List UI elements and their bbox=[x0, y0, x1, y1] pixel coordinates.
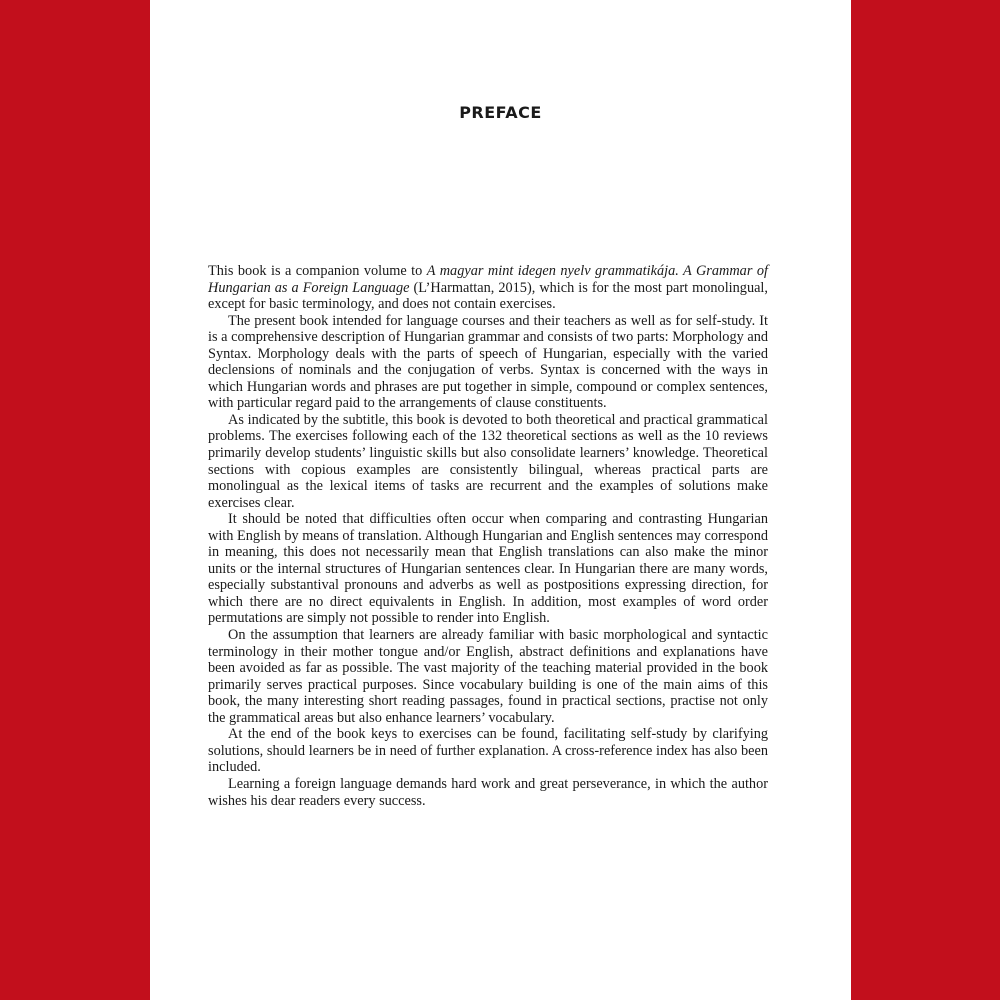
paragraph-text: As indicated by the subtitle, this book is devoted to both theoretical and practical grammatical problems. The exercises following each of the 132 theoretical sections as well as the 10 reviews primarily develop students’ linguistic skills but also consolidate learners’ knowledge. Theoretical sections with copious examples are consistently bilingual, whereas practical parts are monolingual as the lexical items of tasks are recurrent and the examples of solutions make exercises clear. bbox=[208, 411, 768, 511]
page-title: PREFACE bbox=[459, 103, 542, 122]
italic-title-text: A magyar mint idegen nyelv grammatikája. A Grammar of Hungarian as a Foreign Language bbox=[208, 263, 768, 296]
left-red-border bbox=[0, 0, 150, 1000]
preface-paragraph bbox=[208, 511, 768, 627]
paragraph-text: Learning a foreign language demands hard work and great perseverance, in which the author wishes his dear readers every success. bbox=[208, 775, 768, 809]
book-page bbox=[150, 0, 851, 1000]
preface-body bbox=[208, 263, 768, 809]
preface-paragraph bbox=[208, 627, 768, 726]
paragraph-text: At the end of the book keys to exercises can be found, facilitating self-study by clarifying solutions, should learners be in need of further explanation. A cross-reference index has also been included. bbox=[208, 726, 768, 776]
paragraph-text: The present book intended for language courses and their teachers as well as for self-study. It is a comprehensive description of Hungarian grammar and consists of two parts: Morphology and Syntax. Morphology deals with the parts of speech of Hungarian, especially with the varied declensions of nominals and the conjugation of verbs. Syntax is concerned with the ways in which Hungarian words and phrases are put together in simple, compound or complex sentences, with particular regard paid to the arrangements of clause constituents. bbox=[208, 312, 768, 412]
preface-paragraph bbox=[208, 776, 768, 809]
preface-paragraph bbox=[208, 412, 768, 511]
preface-paragraph bbox=[208, 263, 768, 313]
paragraph-text: (L’Harmattan, 2015), which is for the most part monolingual, except for basic terminology, and does not contain exercises. bbox=[208, 279, 768, 313]
preface-paragraph bbox=[208, 313, 768, 412]
paragraph-text: On the assumption that learners are already familiar with basic morphological and syntactic terminology in their mother tongue and/or English, abstract definitions and explanations have been avoided as far as possible. The vast majority of the teaching material provided in the book primarily serves practical purposes. Since vocabulary building is one of the main aims of this book, the many interesting short reading passages, found in practical sections, practise not only the grammatical areas but also enhance learners’ vocabulary. bbox=[208, 627, 768, 726]
paragraph-text: It should be noted that difficulties often occur when comparing and contrasting Hungarian with English by means of translation. Although Hungarian and English sentences may correspond in meaning, this does not necessarily mean that English translations can also make the minor units or the internal structures of Hungarian sentences clear. In Hungarian there are many words, especially substantival pronouns and adverbs as well as postpositions expressing direction, for which there are no direct equivalents in English. In addition, most examples of word order permutations are simply not possible to render into English. bbox=[208, 511, 768, 627]
right-red-border bbox=[851, 0, 1000, 1000]
paragraph-text: This book is a companion volume to bbox=[208, 263, 427, 279]
preface-paragraph bbox=[208, 726, 768, 776]
